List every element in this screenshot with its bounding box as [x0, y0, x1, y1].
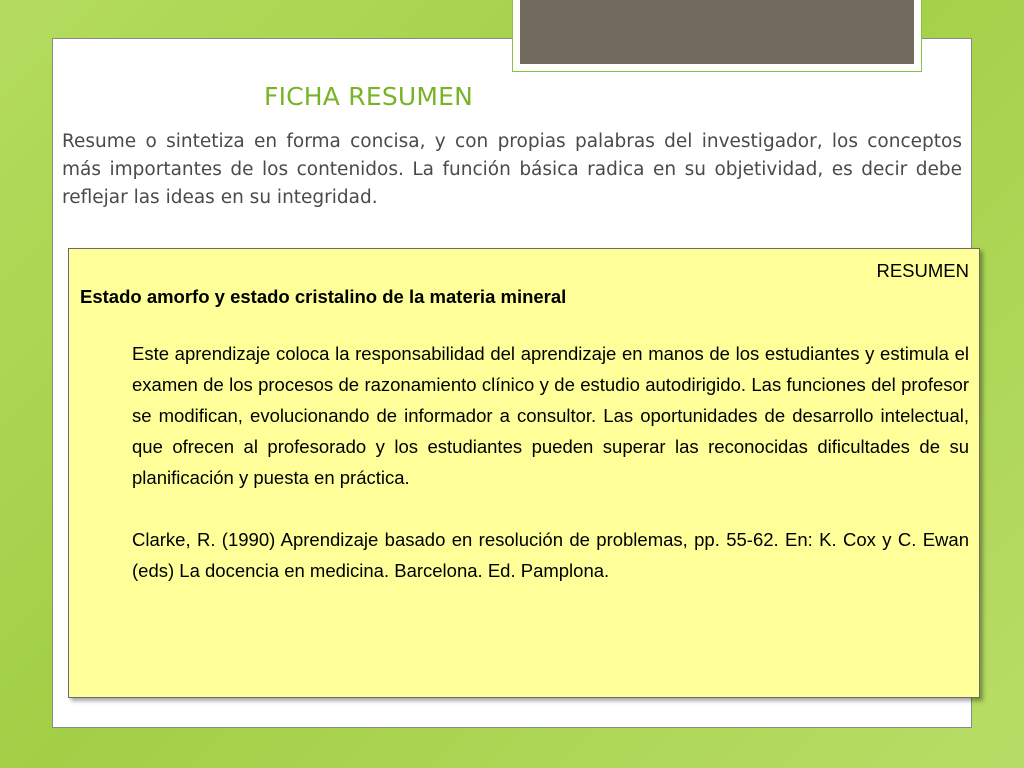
photo-placeholder [518, 0, 916, 66]
summary-card-title: Estado amorfo y estado cristalino de la materia mineral [80, 286, 567, 307]
summary-card-reference: Clarke, R. (1990) Aprendizaje basado en resolución de problemas, pp. 55-62. En: K. Cox y C. Ewan (eds) La docencia en medicina. Barcelona. Ed. Pamplona. [132, 529, 969, 581]
slide-intro-text: Resume o sintetiza en forma concisa, y con propias palabras del investigador, los conceptos más importantes de los contenidos. La función básica radica en su objetividad, es decir debe reflejar las ideas en su integridad. [62, 131, 962, 208]
summary-card-body: Este aprendizaje coloca la responsabilidad del aprendizaje en manos de los estudiantes y estimula el examen de los procesos de razonamiento clínico y de estudio autodirigido. Las funciones del profesor se modifican, evolucionando de informador a consultor. Las oportunidades de desarrollo intelectual, que ofrecen al profesorado y los estudiantes pueden superar las reconocidas dificultades de su planificación y puesta en práctica. [132, 343, 969, 488]
slide-title: FICHA RESUMEN [264, 82, 474, 111]
summary-card [68, 248, 980, 698]
summary-card-label: RESUMEN [876, 260, 969, 281]
